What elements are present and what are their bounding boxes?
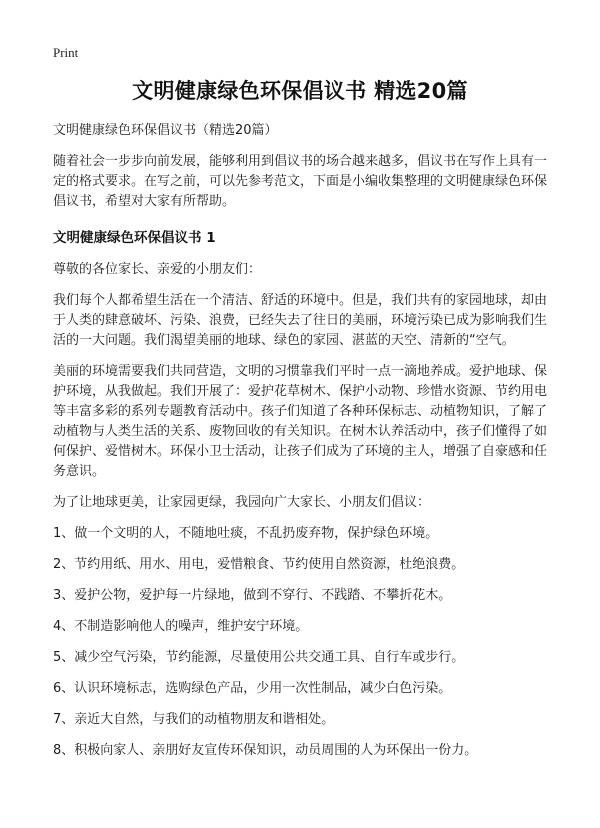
body-paragraph: 我们每个人都希望生活在一个清洁、舒适的环境中。但是，我们共有的家园地球，却由于人类的肆意破坏、污染、浪费，已经失去了往日的美丽，环境污染已成为影响我们生活的一大问题。我们渴望美丽的地球、绿色的家园、湛蓝的天空、清新的“空气。 <box>53 293 548 348</box>
list-item: 8、积极向家人、亲朋好友宣传环保知识，动员周围的人为环保出一份力。 <box>53 743 478 758</box>
list-item: 2、节约用纸、用水、用电，爱惜粮食、节约使用自然资源，杜绝浪费。 <box>53 557 465 572</box>
document-subtitle: 文明健康绿色环保倡议书（精选20篇） <box>53 123 278 138</box>
list-item: 1、做一个文明的人，不随地吐痰，不乱扔废弃物，保护绿色环境。 <box>53 526 439 541</box>
section-heading: 文明健康绿色环保倡议书 1 <box>53 230 216 246</box>
list-item: 3、爱护公物，爱护每一片绿地，做到不穿行、不践踏、不攀折花木。 <box>53 588 452 603</box>
body-paragraph: 为了让地球更美，让家园更绿，我园向广大家长、小朋友们倡议： <box>53 495 431 510</box>
print-link[interactable]: Print <box>53 45 79 60</box>
list-item: 5、减少空气污染，节约能源，尽量使用公共交通工具、自行车或步行。 <box>53 650 465 665</box>
list-item: 4、不制造影响他人的噪声，维护安宁环境。 <box>53 619 309 634</box>
greeting-line: 尊敬的各位家长、亲爱的小朋友们： <box>53 262 262 277</box>
body-paragraph: 美丽的环境需要我们共同营造，文明的习惯靠我们平时一点一滴地养成。爱护地球、保护环境，从我做起。我们开展了：爱护花草树木、保护小动物、珍惜水资源、节约用电等丰富多彩的系列专题教育活动中。孩子们知道了各种环保标志、动植物知识，了解了动植物与人类生活的关系、废物回收的有关知识。在树木认养活动中，孩子们懂得了如何保护、爱惜树木。环保小卫士活动，让孩子们成为了环境的主人，增强了自豪感和任务意识。 <box>53 364 548 479</box>
document-body <box>53 121 549 772</box>
page-title: 文明健康绿色环保倡议书 精选20篇 <box>132 79 468 103</box>
list-item: 6、认识环境标志，选购绿色产品，少用一次性制品，减少白色污染。 <box>53 681 452 696</box>
intro-paragraph: 随着社会一步步向前发展，能够利用到倡议书的场合越来越多，倡议书在写作上具有一定的格式要求。在写之前，可以先参考范文，下面是小编收集整理的文明健康绿色环保倡议书，希望对大家有所帮助。 <box>53 154 548 209</box>
list-item: 7、亲近大自然，与我们的动植物朋友和谐相处。 <box>53 712 335 727</box>
